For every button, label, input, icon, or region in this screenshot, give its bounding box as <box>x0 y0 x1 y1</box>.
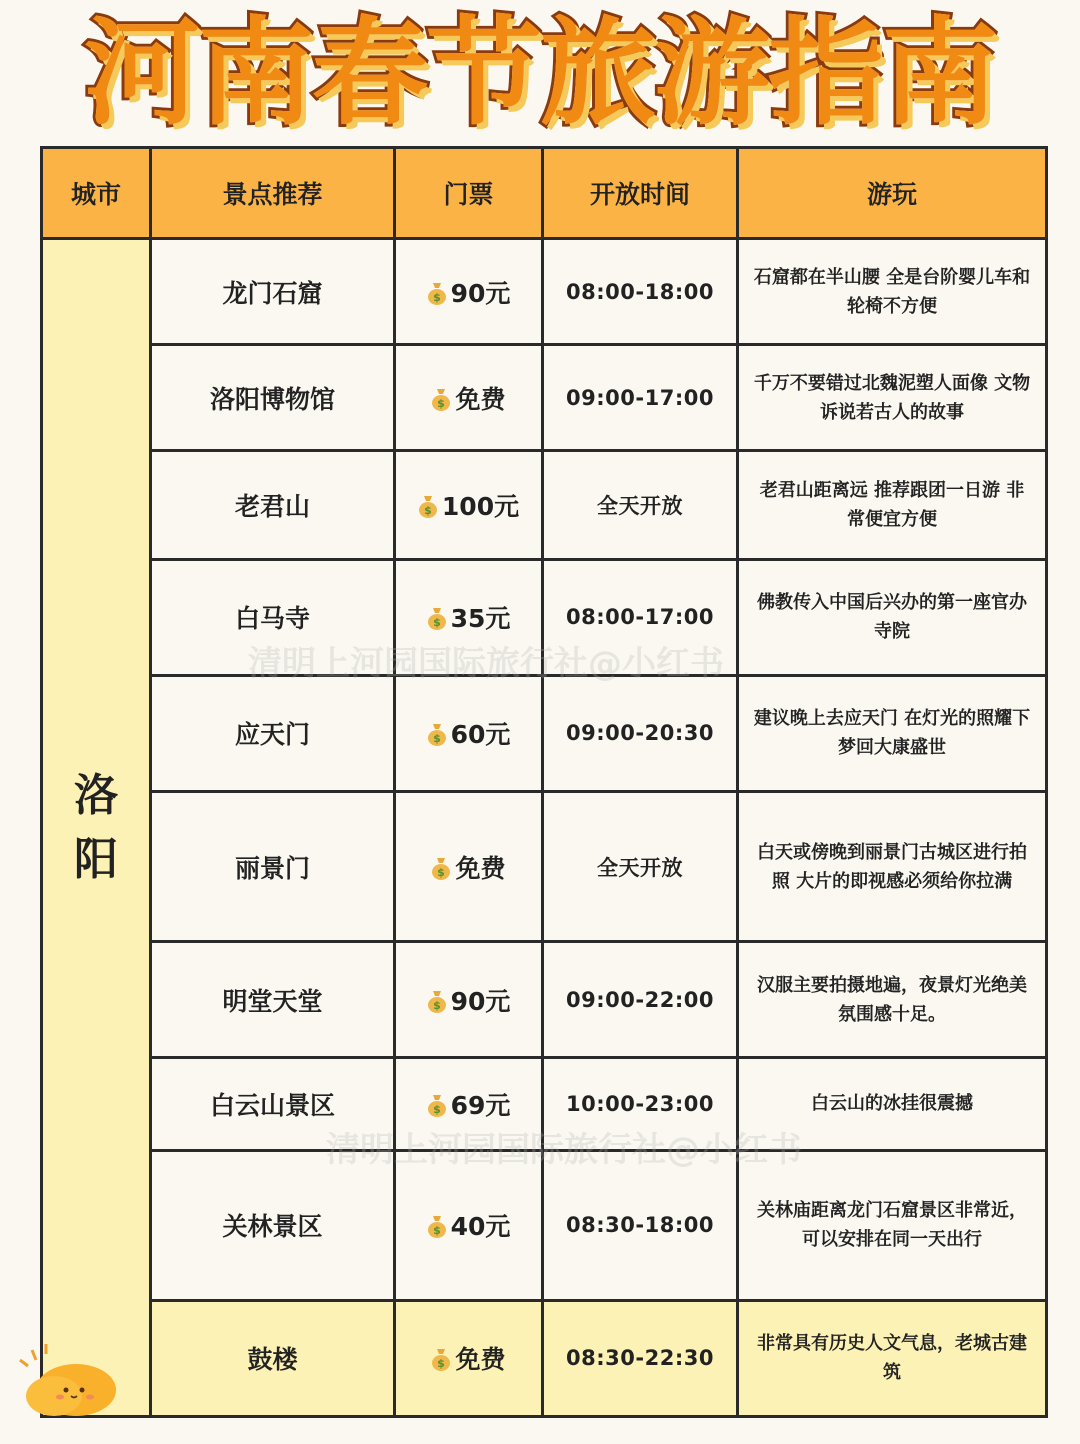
opening-hours: 08:00-17:00 <box>543 559 738 675</box>
svg-text:$: $ <box>432 616 441 630</box>
table-row <box>42 345 1047 451</box>
ticket-price <box>395 559 543 675</box>
ticket-price-text: 90元 <box>450 986 511 1016</box>
spot-name: 白马寺 <box>151 559 395 675</box>
ticket-price <box>395 1300 543 1416</box>
spot-name: 老君山 <box>151 451 395 559</box>
opening-hours: 08:00-18:00 <box>543 239 738 345</box>
header-hours: 开放时间 <box>543 148 738 239</box>
ticket-price-text: 40元 <box>450 1212 511 1242</box>
ticket-price-text: 35元 <box>450 604 511 634</box>
ticket-price-text: 免费 <box>455 384 506 414</box>
spot-name: 白云山景区 <box>151 1058 395 1150</box>
money-bag-icon <box>427 722 447 746</box>
table-row <box>42 791 1047 941</box>
opening-hours: 10:00-23:00 <box>543 1058 738 1150</box>
header-city: 城市 <box>42 148 151 239</box>
svg-text:$: $ <box>437 396 446 410</box>
spot-name: 洛阳博物馆 <box>151 345 395 451</box>
spot-name: 应天门 <box>151 675 395 791</box>
spot-name: 关林景区 <box>151 1150 395 1300</box>
table-row <box>42 559 1047 675</box>
opening-hours: 08:30-18:00 <box>543 1150 738 1300</box>
ticket-price-text: 60元 <box>450 720 511 750</box>
ticket-price-text: 90元 <box>450 278 511 308</box>
ticket-price <box>395 451 543 559</box>
svg-text:$: $ <box>437 1357 446 1371</box>
opening-hours: 09:00-22:00 <box>543 942 738 1058</box>
visit-tips: 老君山距离远 推荐跟团一日游 非常便宜方便 <box>738 451 1047 559</box>
ticket-price <box>395 791 543 941</box>
mascot-icon <box>14 1340 118 1420</box>
table-row <box>42 1150 1047 1300</box>
money-bag-icon <box>431 856 451 880</box>
visit-tips: 佛教传入中国后兴办的第一座官办寺院 <box>738 559 1047 675</box>
ticket-price <box>395 1150 543 1300</box>
ticket-price-text: 100元 <box>441 492 520 522</box>
money-bag-icon <box>431 1347 451 1371</box>
svg-text:$: $ <box>432 290 441 304</box>
visit-tips: 非常具有历史人文气息，老城古建筑 <box>738 1300 1047 1416</box>
table-row <box>42 451 1047 559</box>
header-tips: 游玩 <box>738 148 1047 239</box>
spot-name: 丽景门 <box>151 791 395 941</box>
money-bag-icon <box>427 1214 447 1238</box>
spot-name: 明堂天堂 <box>151 942 395 1058</box>
visit-tips: 白天或傍晚到丽景门古城区进行拍照 大片的即视感必须给你拉满 <box>738 791 1047 941</box>
money-bag-icon <box>431 387 451 411</box>
opening-hours: 08:30-22:30 <box>543 1300 738 1416</box>
watermark-text: 清明上河园国际旅行社@小红书 <box>248 644 724 684</box>
visit-tips: 汉服主要拍摄地遍，夜景灯光绝美氛围感十足。 <box>738 942 1047 1058</box>
opening-hours: 09:00-20:30 <box>543 675 738 791</box>
svg-text:$: $ <box>432 1224 441 1238</box>
watermark-text: 清明上河园国际旅行社@小红书 <box>326 1130 802 1170</box>
ticket-price <box>395 675 543 791</box>
ticket-price <box>395 1058 543 1150</box>
visit-tips: 关林庙距离龙门石窟景区非常近，可以安排在同一天出行 <box>738 1150 1047 1300</box>
ticket-price-text: 免费 <box>455 1345 506 1375</box>
ticket-price <box>395 942 543 1058</box>
svg-text:$: $ <box>424 504 432 518</box>
table-row <box>42 239 1047 345</box>
money-bag-icon <box>427 281 447 305</box>
spot-name: 鼓楼 <box>151 1300 395 1416</box>
money-bag-icon <box>427 606 447 630</box>
travel-guide-table <box>40 146 1048 1418</box>
svg-text:$: $ <box>432 998 441 1012</box>
city-name-line2: 阳 <box>74 833 118 885</box>
ticket-price-text: 69元 <box>450 1090 511 1120</box>
ticket-price <box>395 239 543 345</box>
table-row <box>42 942 1047 1058</box>
table-header-row <box>42 148 1047 239</box>
ticket-price-text: 免费 <box>455 853 506 883</box>
spot-name: 龙门石窟 <box>151 239 395 345</box>
svg-text:$: $ <box>432 1102 441 1116</box>
visit-tips: 石窟都在半山腰 全是台阶婴儿车和轮椅不方便 <box>738 239 1047 345</box>
opening-hours: 全天开放 <box>543 451 738 559</box>
svg-text:$: $ <box>432 732 441 746</box>
opening-hours: 全天开放 <box>543 791 738 941</box>
money-bag-icon <box>427 1093 447 1117</box>
opening-hours: 09:00-17:00 <box>543 345 738 451</box>
table-row <box>42 1058 1047 1150</box>
ticket-price <box>395 345 543 451</box>
visit-tips: 千万不要错过北魏泥塑人面像 文物诉说若古人的故事 <box>738 345 1047 451</box>
page-title: 河南春节旅游指南 <box>84 6 996 141</box>
money-bag-icon <box>427 989 447 1013</box>
city-cell <box>42 239 151 1417</box>
svg-text:$: $ <box>437 865 446 879</box>
visit-tips: 白云山的冰挂很震撼 <box>738 1058 1047 1150</box>
city-name-line1: 洛 <box>74 769 118 821</box>
header-spot: 景点推荐 <box>151 148 395 239</box>
visit-tips: 建议晚上去应天门 在灯光的照耀下 梦回大康盛世 <box>738 675 1047 791</box>
table-row <box>42 1300 1047 1416</box>
money-bag-icon <box>418 494 438 518</box>
table-row <box>42 675 1047 791</box>
header-ticket: 门票 <box>395 148 543 239</box>
